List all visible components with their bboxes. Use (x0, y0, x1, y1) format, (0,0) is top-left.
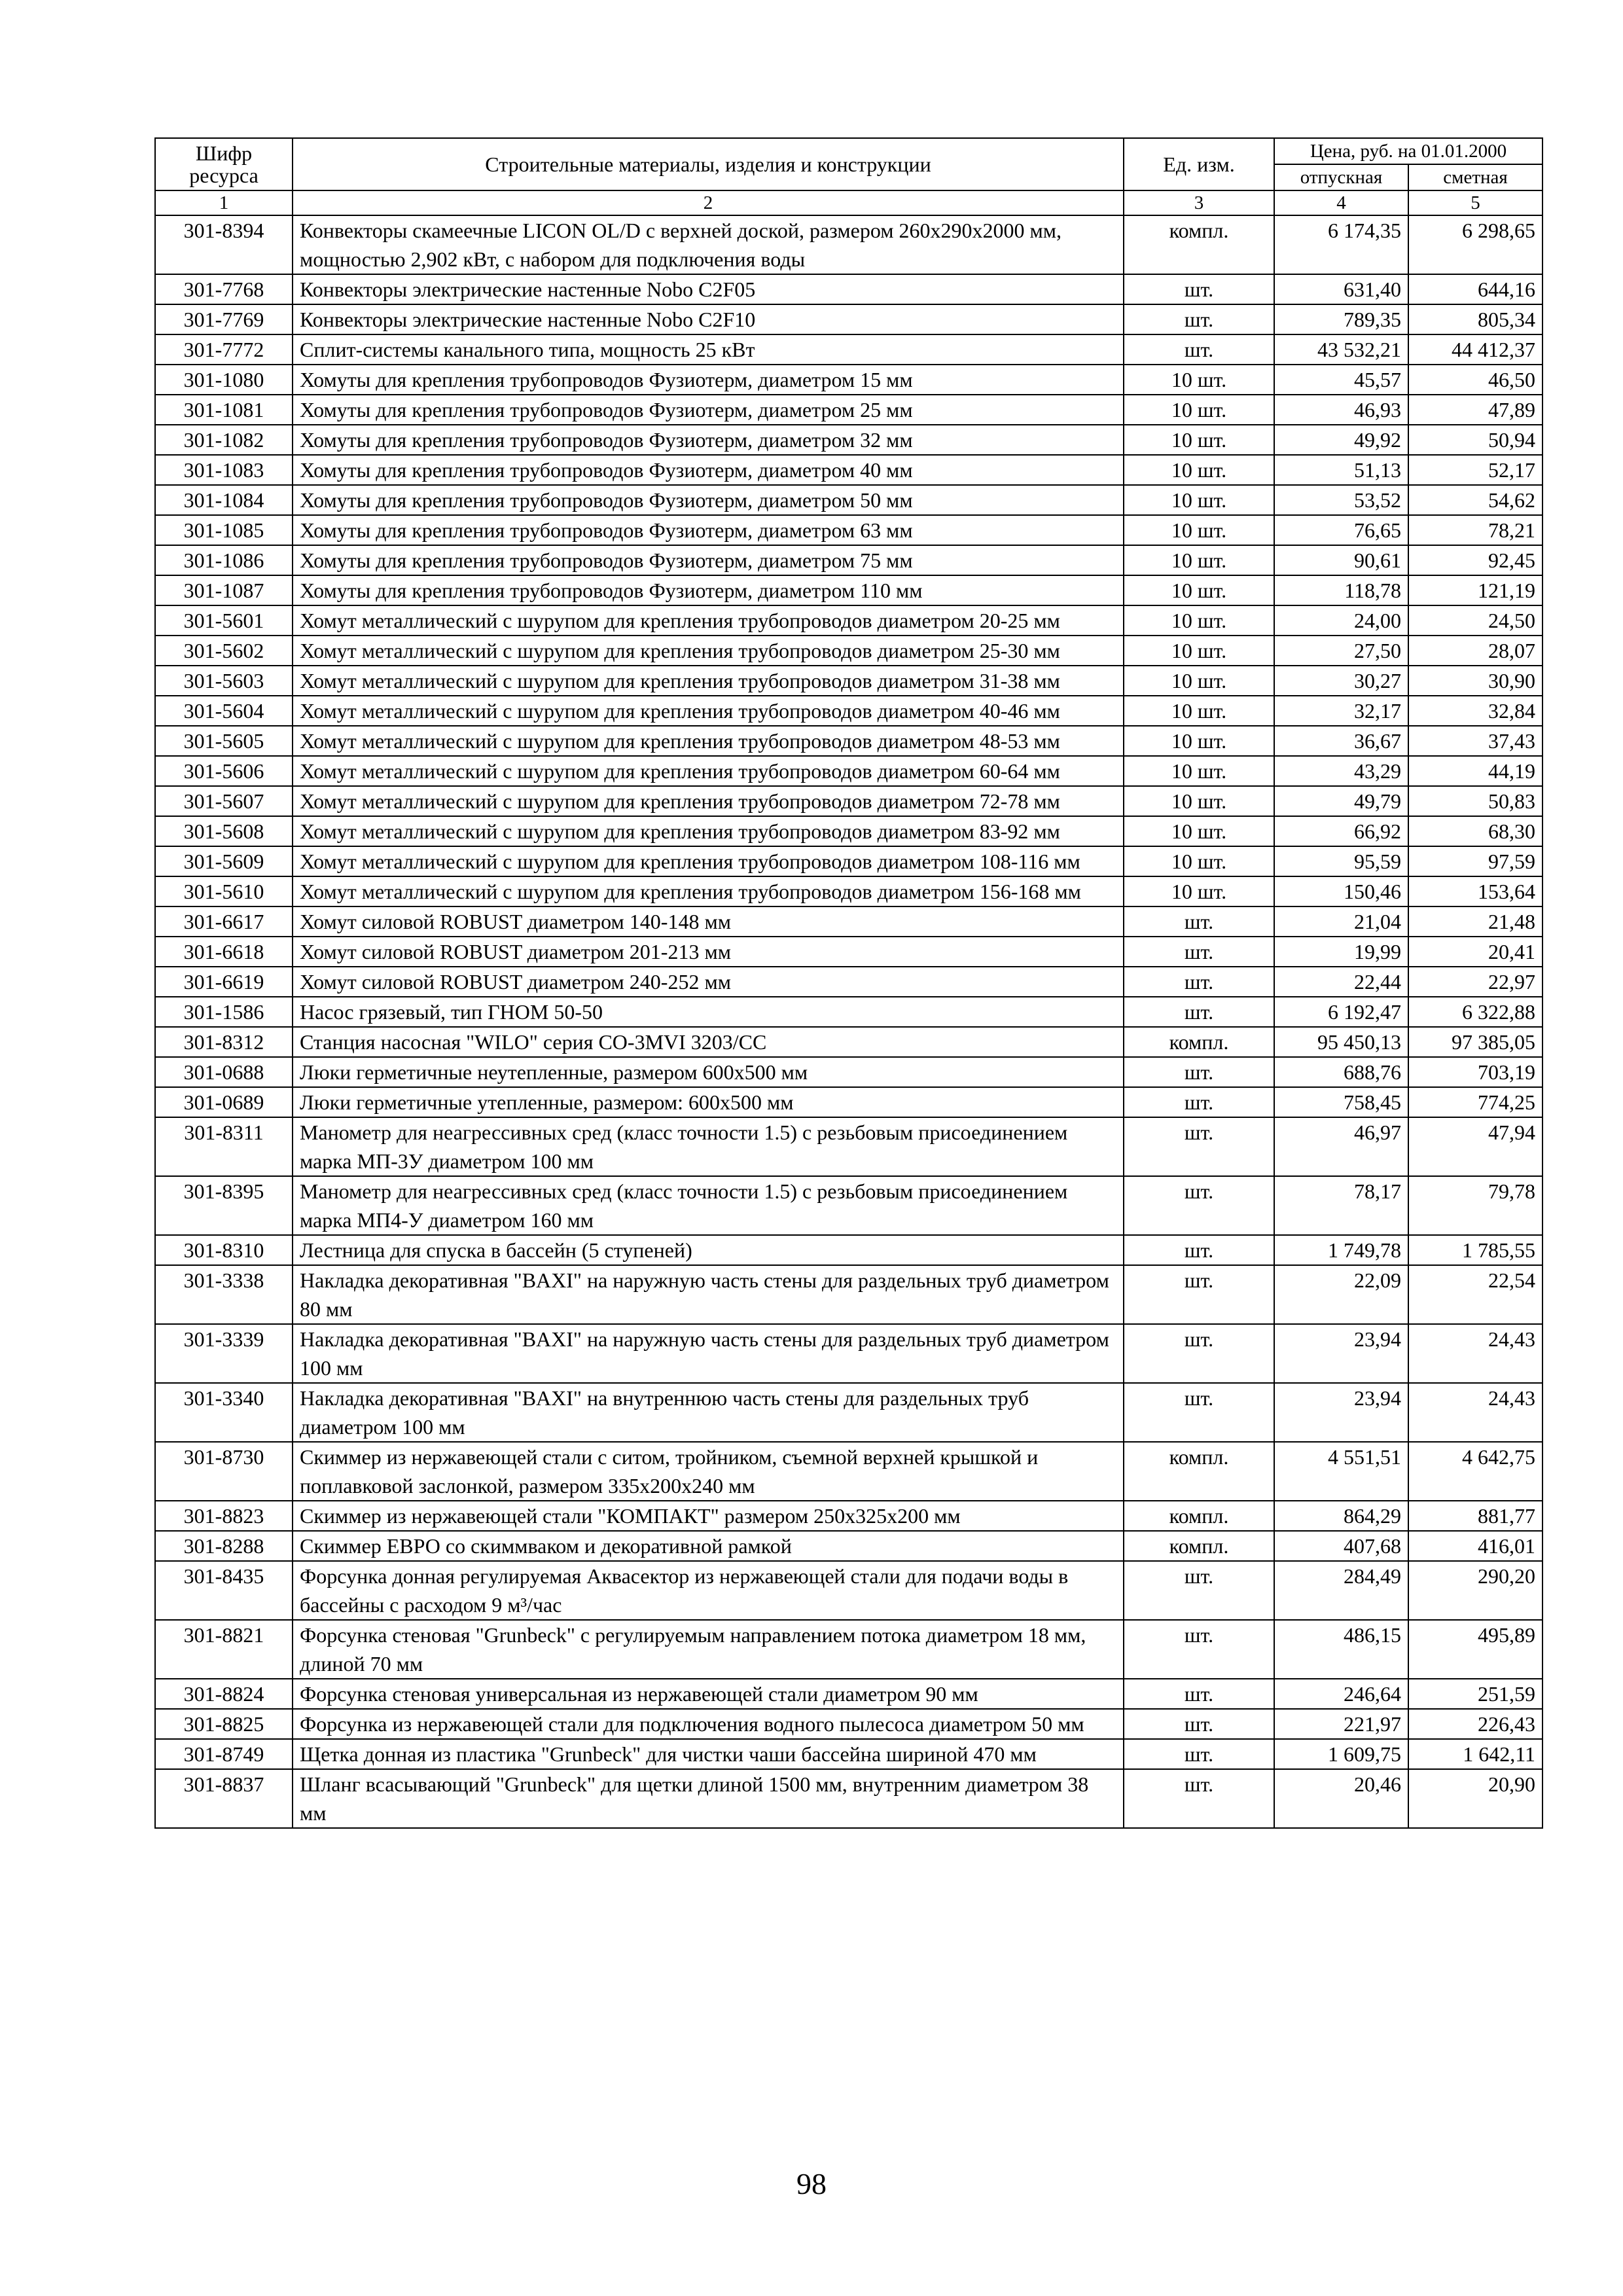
unit-cell: шт. (1124, 1265, 1274, 1324)
material-name-cell: Конвекторы электрические настенные Nobo C2F05 (293, 274, 1124, 304)
estimate-price-cell: 290,20 (1408, 1561, 1543, 1620)
resource-code-cell: 301-8310 (155, 1235, 293, 1265)
unit-cell: шт. (1124, 1087, 1274, 1117)
estimate-price-cell: 1 785,55 (1408, 1235, 1543, 1265)
estimate-price-cell: 79,78 (1408, 1176, 1543, 1235)
material-name-cell: Хомут металлический с шурупом для крепления трубопроводов диаметром 31-38 мм (293, 666, 1124, 696)
resource-code-cell: 301-5602 (155, 636, 293, 666)
resource-code-cell: 301-8821 (155, 1620, 293, 1679)
unit-cell: шт. (1124, 1176, 1274, 1235)
table-row (155, 876, 1543, 906)
material-name-cell: Форсунка стеновая "Grunbeck" с регулируемым направлением потока диаметром 18 мм, длиной 70 мм (293, 1620, 1124, 1679)
table-row (155, 967, 1543, 997)
material-name-cell: Хомуты для крепления трубопроводов Фузиотерм, диаметром 25 мм (293, 395, 1124, 425)
table-body (155, 215, 1543, 1828)
unit-cell: шт. (1124, 937, 1274, 967)
estimate-price-cell: 97 385,05 (1408, 1027, 1543, 1057)
material-name-cell: Накладка декоративная "BAXI" на внутреннюю часть стены для раздельных труб диаметром 100 мм (293, 1383, 1124, 1442)
estimate-price-cell: 22,54 (1408, 1265, 1543, 1324)
unit-cell: шт. (1124, 1383, 1274, 1442)
release-price-cell: 43,29 (1274, 756, 1408, 786)
unit-cell: шт. (1124, 1739, 1274, 1769)
table-row (155, 1087, 1543, 1117)
resource-code-cell: 301-8749 (155, 1739, 293, 1769)
table-row (155, 726, 1543, 756)
release-price-cell: 789,35 (1274, 304, 1408, 334)
table-row (155, 756, 1543, 786)
release-price-cell: 43 532,21 (1274, 334, 1408, 365)
release-price-cell: 1 609,75 (1274, 1739, 1408, 1769)
material-name-cell: Хомут силовой ROBUST диаметром 240-252 мм (293, 967, 1124, 997)
material-name-cell: Накладка декоративная "BAXI" на наружную часть стены для раздельных труб диаметром 80 мм (293, 1265, 1124, 1324)
unit-cell: 10 шт. (1124, 455, 1274, 485)
unit-cell: 10 шт. (1124, 876, 1274, 906)
release-price-cell: 53,52 (1274, 485, 1408, 515)
table-row (155, 666, 1543, 696)
resource-code-cell: 301-5603 (155, 666, 293, 696)
material-name-cell: Хомут силовой ROBUST диаметром 201-213 мм (293, 937, 1124, 967)
table-row (155, 1027, 1543, 1057)
release-price-cell: 23,94 (1274, 1383, 1408, 1442)
unit-cell: шт. (1124, 1620, 1274, 1679)
estimate-price-cell: 32,84 (1408, 696, 1543, 726)
resource-code-cell: 301-1080 (155, 365, 293, 395)
material-name-cell: Манометр для неагрессивных сред (класс точности 1.5) с резьбовым присоединением марка МП4-У диаметром 160 мм (293, 1176, 1124, 1235)
table-row (155, 696, 1543, 726)
table-row (155, 515, 1543, 545)
unit-cell: 10 шт. (1124, 816, 1274, 846)
estimate-price-cell: 30,90 (1408, 666, 1543, 696)
estimate-price-cell: 24,43 (1408, 1383, 1543, 1442)
resource-code-cell: 301-1086 (155, 545, 293, 575)
material-name-cell: Шланг всасывающий "Grunbeck" для щетки длиной 1500 мм, внутренним диаметром 38 мм (293, 1769, 1124, 1828)
resource-code-cell: 301-5605 (155, 726, 293, 756)
release-price-cell: 118,78 (1274, 575, 1408, 605)
estimate-price-cell: 68,30 (1408, 816, 1543, 846)
header-price-release: отпускная (1274, 164, 1408, 190)
header-name: Строительные материалы, изделия и конструкции (293, 138, 1124, 190)
column-number-row (155, 190, 1543, 215)
resource-code-cell: 301-1083 (155, 455, 293, 485)
table-row (155, 1176, 1543, 1235)
table-row (155, 1561, 1543, 1620)
resource-code-cell: 301-5606 (155, 756, 293, 786)
material-name-cell: Хомут металлический с шурупом для крепления трубопроводов диаметром 156-168 мм (293, 876, 1124, 906)
table-row (155, 334, 1543, 365)
release-price-cell: 758,45 (1274, 1087, 1408, 1117)
material-name-cell: Хомуты для крепления трубопроводов Фузиотерм, диаметром 15 мм (293, 365, 1124, 395)
table-row (155, 485, 1543, 515)
table-row (155, 937, 1543, 967)
material-name-cell: Хомуты для крепления трубопроводов Фузиотерм, диаметром 50 мм (293, 485, 1124, 515)
unit-cell: 10 шт. (1124, 756, 1274, 786)
table-row (155, 425, 1543, 455)
unit-cell: шт. (1124, 967, 1274, 997)
unit-cell: 10 шт. (1124, 846, 1274, 876)
table-row (155, 816, 1543, 846)
unit-cell: шт. (1124, 334, 1274, 365)
estimate-price-cell: 24,43 (1408, 1324, 1543, 1383)
release-price-cell: 32,17 (1274, 696, 1408, 726)
estimate-price-cell: 47,89 (1408, 395, 1543, 425)
estimate-price-cell: 251,59 (1408, 1679, 1543, 1709)
table-row (155, 605, 1543, 636)
material-name-cell: Скиммер из нержавеющей стали "КОМПАКТ" размером 250х325х200 мм (293, 1501, 1124, 1531)
price-table (154, 137, 1543, 1829)
resource-code-cell: 301-8837 (155, 1769, 293, 1828)
resource-code-cell: 301-0689 (155, 1087, 293, 1117)
resource-code-cell: 301-6617 (155, 906, 293, 937)
unit-cell: компл. (1124, 215, 1274, 274)
header-unit: Ед. изм. (1124, 138, 1274, 190)
release-price-cell: 51,13 (1274, 455, 1408, 485)
unit-cell: 10 шт. (1124, 485, 1274, 515)
release-price-cell: 49,92 (1274, 425, 1408, 455)
header-price-estimate: сметная (1408, 164, 1543, 190)
resource-code-cell: 301-1085 (155, 515, 293, 545)
table-row (155, 997, 1543, 1027)
column-number: 2 (293, 190, 1124, 215)
release-price-cell: 76,65 (1274, 515, 1408, 545)
unit-cell: шт. (1124, 1235, 1274, 1265)
material-name-cell: Форсунка донная регулируемая Аквасектор из нержавеющей стали для подачи воды в бассейны с расходом 9 м³/час (293, 1561, 1124, 1620)
table-row (155, 1501, 1543, 1531)
table-row (155, 1117, 1543, 1176)
material-name-cell: Станция насосная "WILO" серия CO-3MVI 3203/CC (293, 1027, 1124, 1057)
table-row (155, 1709, 1543, 1739)
column-number: 3 (1124, 190, 1274, 215)
material-name-cell: Хомуты для крепления трубопроводов Фузиотерм, диаметром 75 мм (293, 545, 1124, 575)
material-name-cell: Конвекторы электрические настенные Nobo C2F10 (293, 304, 1124, 334)
estimate-price-cell: 1 642,11 (1408, 1739, 1543, 1769)
unit-cell: 10 шт. (1124, 545, 1274, 575)
column-number: 1 (155, 190, 293, 215)
table-row (155, 1739, 1543, 1769)
material-name-cell: Хомут силовой ROBUST диаметром 140-148 мм (293, 906, 1124, 937)
release-price-cell: 95 450,13 (1274, 1027, 1408, 1057)
unit-cell: 10 шт. (1124, 395, 1274, 425)
resource-code-cell: 301-5607 (155, 786, 293, 816)
release-price-cell: 49,79 (1274, 786, 1408, 816)
estimate-price-cell: 644,16 (1408, 274, 1543, 304)
table-row (155, 1057, 1543, 1087)
estimate-price-cell: 52,17 (1408, 455, 1543, 485)
material-name-cell: Форсунка из нержавеющей стали для подключения водного пылесоса диаметром 50 мм (293, 1709, 1124, 1739)
resource-code-cell: 301-8825 (155, 1709, 293, 1739)
resource-code-cell: 301-8435 (155, 1561, 293, 1620)
unit-cell: 10 шт. (1124, 515, 1274, 545)
table-row (155, 575, 1543, 605)
table-row (155, 1442, 1543, 1501)
material-name-cell: Хомут металлический с шурупом для крепления трубопроводов диаметром 72-78 мм (293, 786, 1124, 816)
resource-code-cell: 301-7772 (155, 334, 293, 365)
unit-cell: компл. (1124, 1442, 1274, 1501)
release-price-cell: 1 749,78 (1274, 1235, 1408, 1265)
material-name-cell: Лестница для спуска в бассейн (5 ступеней) (293, 1235, 1124, 1265)
material-name-cell: Манометр для неагрессивных сред (класс точности 1.5) с резьбовым присоединением марка МП-3У диаметром 100 мм (293, 1117, 1124, 1176)
resource-code-cell: 301-8824 (155, 1679, 293, 1709)
column-number: 4 (1274, 190, 1408, 215)
unit-cell: шт. (1124, 997, 1274, 1027)
release-price-cell: 221,97 (1274, 1709, 1408, 1739)
resource-code-cell: 301-8312 (155, 1027, 293, 1057)
unit-cell: шт. (1124, 1057, 1274, 1087)
material-name-cell: Люки герметичные утепленные, размером: 600х500 мм (293, 1087, 1124, 1117)
release-price-cell: 150,46 (1274, 876, 1408, 906)
material-name-cell: Хомут металлический с шурупом для крепления трубопроводов диаметром 83-92 мм (293, 816, 1124, 846)
material-name-cell: Хомуты для крепления трубопроводов Фузиотерм, диаметром 110 мм (293, 575, 1124, 605)
header-code: Шифр ресурса (155, 138, 293, 190)
unit-cell: шт. (1124, 1561, 1274, 1620)
unit-cell: 10 шт. (1124, 605, 1274, 636)
resource-code-cell: 301-5601 (155, 605, 293, 636)
estimate-price-cell: 78,21 (1408, 515, 1543, 545)
release-price-cell: 864,29 (1274, 1501, 1408, 1531)
estimate-price-cell: 4 642,75 (1408, 1442, 1543, 1501)
release-price-cell: 27,50 (1274, 636, 1408, 666)
unit-cell: 10 шт. (1124, 575, 1274, 605)
header-row (155, 138, 1543, 164)
estimate-price-cell: 50,83 (1408, 786, 1543, 816)
estimate-price-cell: 20,41 (1408, 937, 1543, 967)
release-price-cell: 22,09 (1274, 1265, 1408, 1324)
material-name-cell: Щетка донная из пластика "Grunbeck" для чистки чаши бассейна шириной 470 мм (293, 1739, 1124, 1769)
resource-code-cell: 301-3339 (155, 1324, 293, 1383)
resource-code-cell: 301-1082 (155, 425, 293, 455)
resource-code-cell: 301-3340 (155, 1383, 293, 1442)
unit-cell: шт. (1124, 274, 1274, 304)
resource-code-cell: 301-5604 (155, 696, 293, 726)
resource-code-cell: 301-5609 (155, 846, 293, 876)
release-price-cell: 6 174,35 (1274, 215, 1408, 274)
resource-code-cell: 301-7769 (155, 304, 293, 334)
resource-code-cell: 301-8395 (155, 1176, 293, 1235)
material-name-cell: Скиммер ЕВРО со скиммваком и декоративной рамкой (293, 1531, 1124, 1561)
estimate-price-cell: 47,94 (1408, 1117, 1543, 1176)
table-row (155, 636, 1543, 666)
release-price-cell: 6 192,47 (1274, 997, 1408, 1027)
unit-cell: шт. (1124, 1324, 1274, 1383)
estimate-price-cell: 121,19 (1408, 575, 1543, 605)
estimate-price-cell: 22,97 (1408, 967, 1543, 997)
table-row (155, 1235, 1543, 1265)
release-price-cell: 66,92 (1274, 816, 1408, 846)
material-name-cell: Люки герметичные неутепленные, размером 600х500 мм (293, 1057, 1124, 1087)
release-price-cell: 46,93 (1274, 395, 1408, 425)
resource-code-cell: 301-6618 (155, 937, 293, 967)
release-price-cell: 30,27 (1274, 666, 1408, 696)
unit-cell: 10 шт. (1124, 636, 1274, 666)
resource-code-cell: 301-0688 (155, 1057, 293, 1087)
table-row (155, 786, 1543, 816)
material-name-cell: Конвекторы скамеечные LICON OL/D с верхней доской, размером 260х290х2000 мм, мощностью 2,902 кВт, с набором для подключения воды (293, 215, 1124, 274)
estimate-price-cell: 92,45 (1408, 545, 1543, 575)
resource-code-cell: 301-1081 (155, 395, 293, 425)
resource-code-cell: 301-5608 (155, 816, 293, 846)
unit-cell: 10 шт. (1124, 365, 1274, 395)
resource-code-cell: 301-1586 (155, 997, 293, 1027)
table-row (155, 455, 1543, 485)
resource-code-cell: 301-8394 (155, 215, 293, 274)
table-row (155, 395, 1543, 425)
table-row (155, 274, 1543, 304)
unit-cell: 10 шт. (1124, 786, 1274, 816)
release-price-cell: 23,94 (1274, 1324, 1408, 1383)
estimate-price-cell: 97,59 (1408, 846, 1543, 876)
header-price-group: Цена, руб. на 01.01.2000 (1274, 138, 1543, 164)
unit-cell: шт. (1124, 1117, 1274, 1176)
unit-cell: компл. (1124, 1531, 1274, 1561)
unit-cell: 10 шт. (1124, 696, 1274, 726)
release-price-cell: 95,59 (1274, 846, 1408, 876)
estimate-price-cell: 495,89 (1408, 1620, 1543, 1679)
release-price-cell: 631,40 (1274, 274, 1408, 304)
release-price-cell: 36,67 (1274, 726, 1408, 756)
table-row (155, 545, 1543, 575)
estimate-price-cell: 416,01 (1408, 1531, 1543, 1561)
resource-code-cell: 301-8823 (155, 1501, 293, 1531)
table-row (155, 304, 1543, 334)
release-price-cell: 20,46 (1274, 1769, 1408, 1828)
table-row (155, 1531, 1543, 1561)
unit-cell: компл. (1124, 1027, 1274, 1057)
material-name-cell: Накладка декоративная "BAXI" на наружную часть стены для раздельных труб диаметром 100 мм (293, 1324, 1124, 1383)
material-name-cell: Хомут металлический с шурупом для крепления трубопроводов диаметром 60-64 мм (293, 756, 1124, 786)
table-row (155, 1265, 1543, 1324)
estimate-price-cell: 50,94 (1408, 425, 1543, 455)
release-price-cell: 78,17 (1274, 1176, 1408, 1235)
table-row (155, 365, 1543, 395)
release-price-cell: 284,49 (1274, 1561, 1408, 1620)
release-price-cell: 46,97 (1274, 1117, 1408, 1176)
estimate-price-cell: 153,64 (1408, 876, 1543, 906)
material-name-cell: Насос грязевый, тип ГНОМ 50-50 (293, 997, 1124, 1027)
column-number: 5 (1408, 190, 1543, 215)
release-price-cell: 24,00 (1274, 605, 1408, 636)
estimate-price-cell: 805,34 (1408, 304, 1543, 334)
estimate-price-cell: 774,25 (1408, 1087, 1543, 1117)
resource-code-cell: 301-8311 (155, 1117, 293, 1176)
unit-cell: шт. (1124, 906, 1274, 937)
table-row (155, 1769, 1543, 1828)
estimate-price-cell: 20,90 (1408, 1769, 1543, 1828)
unit-cell: шт. (1124, 1769, 1274, 1828)
estimate-price-cell: 54,62 (1408, 485, 1543, 515)
release-price-cell: 45,57 (1274, 365, 1408, 395)
material-name-cell: Скиммер из нержавеющей стали с ситом, тройником, съемной верхней крышкой и поплавковой заслонкой, размером 335х200х240 мм (293, 1442, 1124, 1501)
unit-cell: шт. (1124, 1709, 1274, 1739)
resource-code-cell: 301-8730 (155, 1442, 293, 1501)
resource-code-cell: 301-7768 (155, 274, 293, 304)
resource-code-cell: 301-8288 (155, 1531, 293, 1561)
estimate-price-cell: 881,77 (1408, 1501, 1543, 1531)
estimate-price-cell: 6 298,65 (1408, 215, 1543, 274)
table-row (155, 1324, 1543, 1383)
release-price-cell: 407,68 (1274, 1531, 1408, 1561)
page-number: 98 (796, 2167, 827, 2200)
estimate-price-cell: 6 322,88 (1408, 997, 1543, 1027)
material-name-cell: Форсунка стеновая универсальная из нержавеющей стали диаметром 90 мм (293, 1679, 1124, 1709)
release-price-cell: 246,64 (1274, 1679, 1408, 1709)
unit-cell: шт. (1124, 1679, 1274, 1709)
estimate-price-cell: 44,19 (1408, 756, 1543, 786)
estimate-price-cell: 21,48 (1408, 906, 1543, 937)
resource-code-cell: 301-5610 (155, 876, 293, 906)
table-row (155, 1620, 1543, 1679)
material-name-cell: Хомут металлический с шурупом для крепления трубопроводов диаметром 25-30 мм (293, 636, 1124, 666)
estimate-price-cell: 37,43 (1408, 726, 1543, 756)
release-price-cell: 22,44 (1274, 967, 1408, 997)
resource-code-cell: 301-1087 (155, 575, 293, 605)
release-price-cell: 19,99 (1274, 937, 1408, 967)
material-name-cell: Хомуты для крепления трубопроводов Фузиотерм, диаметром 63 мм (293, 515, 1124, 545)
release-price-cell: 688,76 (1274, 1057, 1408, 1087)
estimate-price-cell: 28,07 (1408, 636, 1543, 666)
release-price-cell: 486,15 (1274, 1620, 1408, 1679)
estimate-price-cell: 703,19 (1408, 1057, 1543, 1087)
resource-code-cell: 301-1084 (155, 485, 293, 515)
material-name-cell: Хомуты для крепления трубопроводов Фузиотерм, диаметром 40 мм (293, 455, 1124, 485)
estimate-price-cell: 44 412,37 (1408, 334, 1543, 365)
material-name-cell: Хомут металлический с шурупом для крепления трубопроводов диаметром 108-116 мм (293, 846, 1124, 876)
material-name-cell: Хомут металлический с шурупом для крепления трубопроводов диаметром 40-46 мм (293, 696, 1124, 726)
material-name-cell: Хомут металлический с шурупом для крепления трубопроводов диаметром 48-53 мм (293, 726, 1124, 756)
estimate-price-cell: 226,43 (1408, 1709, 1543, 1739)
release-price-cell: 21,04 (1274, 906, 1408, 937)
unit-cell: 10 шт. (1124, 425, 1274, 455)
table-row (155, 906, 1543, 937)
material-name-cell: Сплит-системы канального типа, мощность 25 кВт (293, 334, 1124, 365)
unit-cell: шт. (1124, 304, 1274, 334)
table-row (155, 846, 1543, 876)
resource-code-cell: 301-3338 (155, 1265, 293, 1324)
material-name-cell: Хомут металлический с шурупом для крепления трубопроводов диаметром 20-25 мм (293, 605, 1124, 636)
unit-cell: компл. (1124, 1501, 1274, 1531)
table-row (155, 215, 1543, 274)
table-row (155, 1383, 1543, 1442)
unit-cell: 10 шт. (1124, 726, 1274, 756)
release-price-cell: 90,61 (1274, 545, 1408, 575)
material-name-cell: Хомуты для крепления трубопроводов Фузиотерм, диаметром 32 мм (293, 425, 1124, 455)
estimate-price-cell: 46,50 (1408, 365, 1543, 395)
unit-cell: 10 шт. (1124, 666, 1274, 696)
release-price-cell: 4 551,51 (1274, 1442, 1408, 1501)
resource-code-cell: 301-6619 (155, 967, 293, 997)
table-row (155, 1679, 1543, 1709)
estimate-price-cell: 24,50 (1408, 605, 1543, 636)
